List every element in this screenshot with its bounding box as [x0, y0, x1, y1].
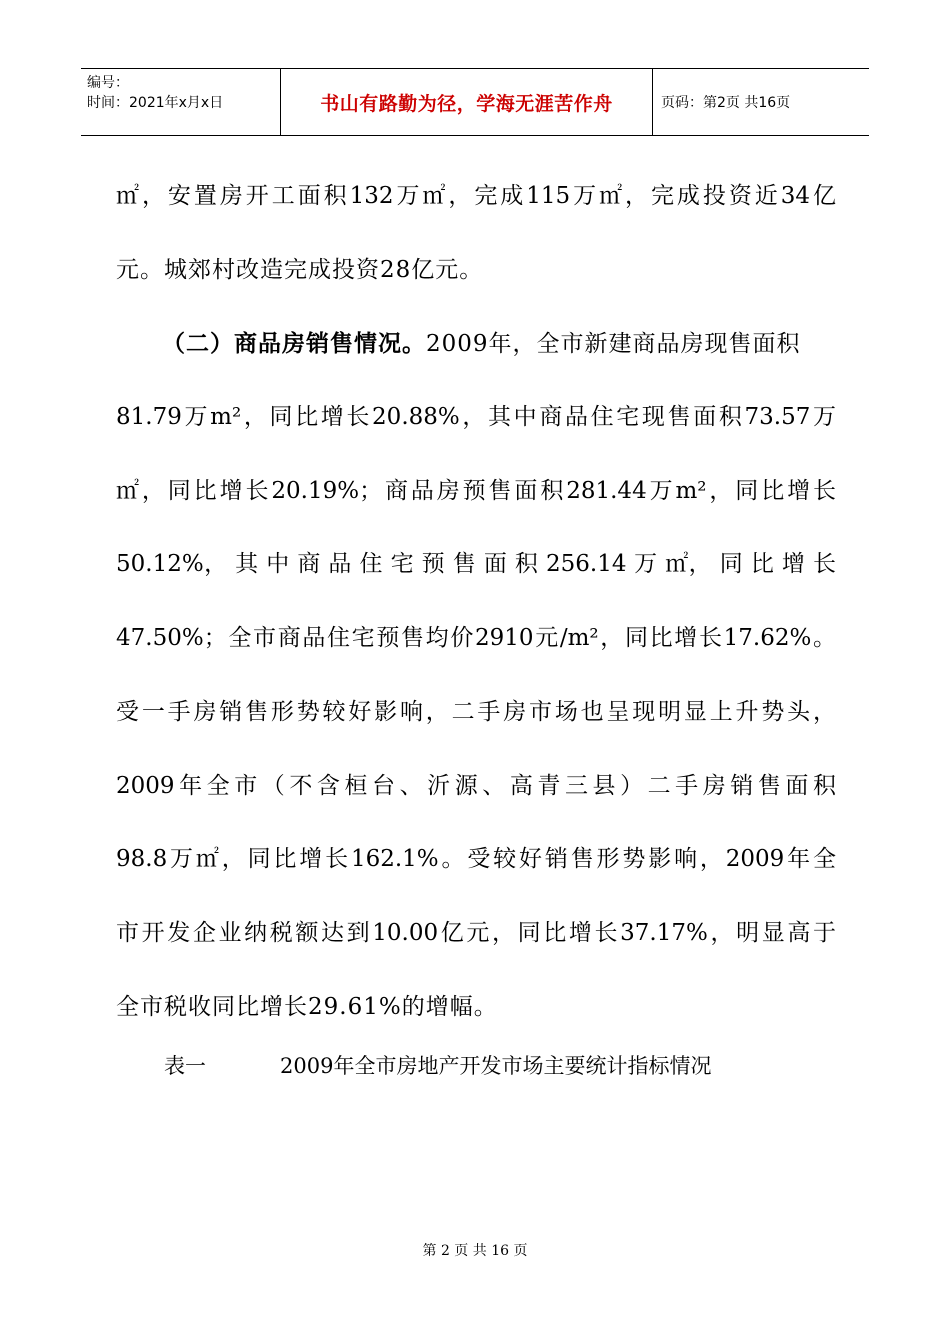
page-header — [81, 68, 869, 136]
document-body — [116, 160, 836, 1044]
table-caption — [164, 1046, 711, 1086]
body-line: 81.79万m²，同比增长20.88%，其中商品住宅现售面积73.57万 — [116, 404, 836, 431]
body-line: 50.12%， 其 中 商 品 住 宅 预 售 面 积 256.14 万 ㎡， 同 比 增 长 — [116, 551, 836, 578]
section-heading: （二）商品房销售情况。 — [162, 330, 426, 358]
document-date-label: 时间：2021年x月x日 — [87, 95, 224, 111]
body-text: 2009年，全市新建商品房现售面积 — [426, 331, 801, 358]
body-line: 市开发企业纳税额达到10.00亿元，同比增长37.17%，明显高于 — [116, 919, 836, 946]
body-line: ㎡，安置房开工面积132万㎡，完成115万㎡，完成投资近34亿 — [116, 183, 836, 209]
table-caption-label: 表一 — [164, 1054, 206, 1078]
header-meta-cell — [81, 69, 281, 135]
body-line: 47.50%；全市商品住宅预售均价2910元/m²，同比增长17.62%。 — [116, 625, 836, 652]
header-motto: 书山有路勤为径，学海无涯苦作舟 — [281, 69, 653, 135]
body-line: 98.8万㎡，同比增长162.1%。受较好销售形势影响，2009年全 — [116, 846, 836, 873]
page-footer: 第 2 页 共 16 页 — [422, 1243, 528, 1259]
table-caption-title: 2009年全市房地产开发市场主要统计指标情况 — [280, 1054, 712, 1078]
body-line: 2009年全市（不含桓台、沂源、高青三县）二手房销售面积 — [116, 772, 836, 799]
document-number-label: 编号： — [87, 75, 129, 91]
body-line: 全市税收同比增长29.61%的增幅。 — [116, 993, 498, 1020]
header-page-info: 页码：第2页 共16页 — [661, 95, 791, 111]
body-line: ㎡，同比增长20.19%；商品房预售面积281.44万m²，同比增长 — [116, 477, 836, 504]
section-heading-line — [116, 307, 836, 381]
body-line: 元。城郊村改造完成投资28亿元。 — [116, 256, 484, 283]
body-line: 受一手房销售形势较好影响，二手房市场也呈现明显上升势头， — [116, 698, 836, 725]
